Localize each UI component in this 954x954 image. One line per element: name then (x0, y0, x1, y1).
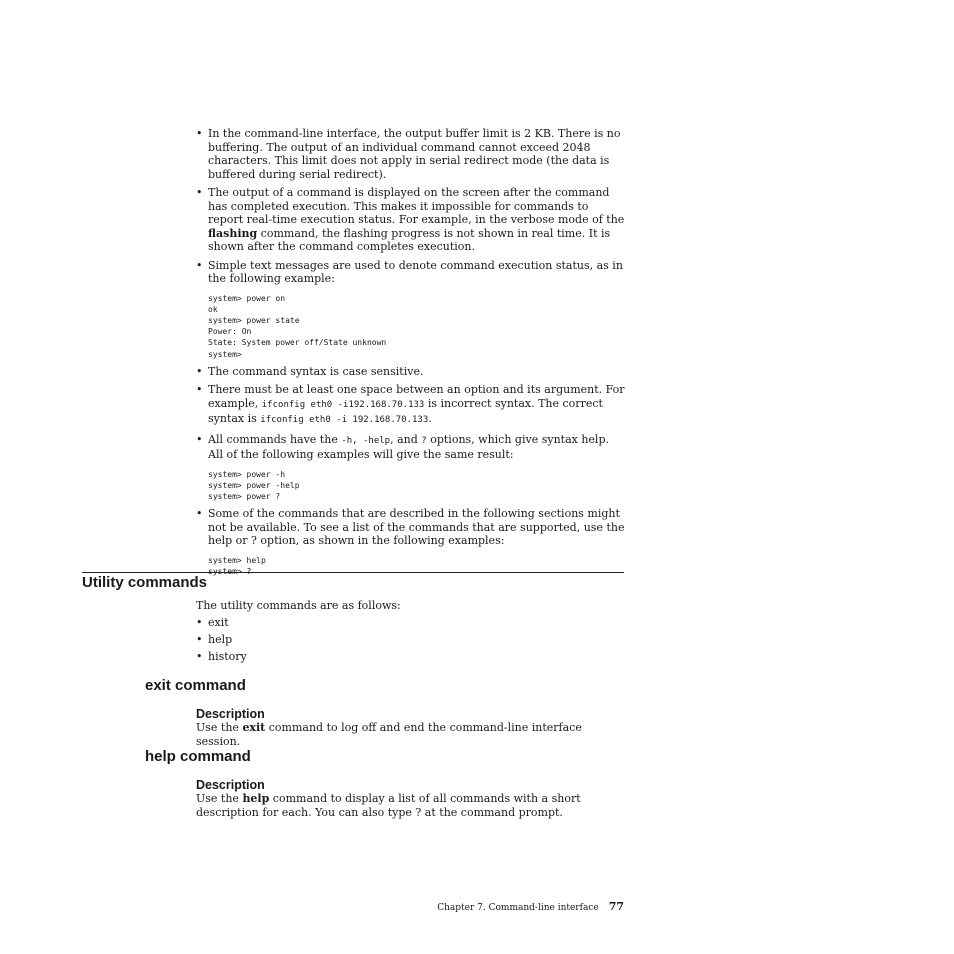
page-number: 77 (608, 900, 624, 913)
list-item (196, 365, 626, 379)
exit-description (196, 721, 626, 748)
list-item (196, 259, 626, 360)
code-line: system> power -help (208, 480, 300, 490)
inline-code: ifconfig eth0 -i 192.168.70.133 (260, 415, 429, 426)
bullet-text: In the command-line interface, the output buffer limit is 2 KB. There is no buffering. The output of an individual command cannot exceed 2048 characters. This limit does not apply in serial redirect mode (the data is buffered during serial redirect). (208, 127, 621, 181)
chapter-title: Chapter 7. Command-line interface (437, 903, 599, 913)
notes-bullet-list (196, 127, 626, 582)
code-line: system> power state (208, 315, 300, 325)
code-line: State: System power off/State unknown (208, 338, 387, 348)
bullet-icon: • (196, 632, 203, 646)
utility-commands-section (196, 599, 626, 667)
code-example (208, 555, 626, 577)
code-example (208, 293, 626, 360)
list-item: • help (196, 632, 233, 646)
page-footer (437, 900, 624, 915)
list-item: • exit (196, 615, 229, 629)
bullet-icon: • (196, 432, 203, 446)
utility-command-list (196, 616, 626, 664)
command-name: help (242, 792, 270, 805)
list-item (196, 383, 626, 428)
bullet-icon: • (196, 127, 203, 140)
utility-intro: The utility commands are as follows: (196, 599, 401, 612)
bullet-icon: • (196, 383, 203, 397)
code-line: system> ? (208, 567, 252, 577)
bullet-icon: • (196, 649, 203, 663)
inline-code: -h, -help (341, 435, 391, 446)
code-line: system> power ? (208, 492, 281, 502)
list-item (196, 127, 626, 181)
command-name: exit (242, 721, 266, 734)
code-line: system> power -h (208, 469, 286, 479)
inline-code: ifconfig eth0 -i192.168.70.133 (261, 399, 425, 410)
heading-help-command: help command (145, 748, 251, 765)
bullet-icon: • (196, 507, 203, 521)
section-heading-utility-commands: Utility commands (82, 574, 208, 591)
code-example (208, 469, 626, 503)
list-item: • history (196, 649, 247, 663)
description-text: Use the exit command to log off and end the command-line interface session. (196, 721, 582, 748)
bullet-text: There must be at least one space between an option and its argument. For example, ifconfig eth0 -i192.168.70.133 is incorrect syntax. The correct syntax is ifconfig eth0 -i 192.168.70.133. (208, 383, 625, 426)
command-name: flashing (208, 226, 258, 240)
heading-exit-command: exit command (145, 677, 246, 694)
list-item (196, 186, 626, 254)
code-line: system> (208, 349, 242, 359)
bullet-text: The output of a command is displayed on the screen after the command has completed execution. This makes it impossible for commands to report real-time execution status. For example, in the verbose mode of the flashing command, the flashing progress is not shown in real time. It is shown after the command completes execution. (208, 186, 625, 253)
bullet-icon: • (196, 364, 203, 378)
code-line: system> help (208, 555, 266, 565)
bullet-text: Simple text messages are used to denote command execution status, as in the following example: (208, 258, 623, 285)
inline-code: ? (421, 435, 427, 446)
bullet-icon: • (196, 615, 203, 629)
list-item (196, 433, 626, 503)
bullet-text: All commands have the -h, -help, and ? options, which give syntax help. All of the following examples will give the same result: (208, 432, 609, 462)
bullet-icon: • (196, 258, 203, 272)
bullet-text: The command syntax is case sensitive. (208, 364, 424, 378)
code-line: Power: On (208, 327, 252, 337)
help-description (196, 792, 626, 819)
bullet-icon: • (196, 186, 203, 199)
description-text: Use the help command to display a list of all commands with a short description for each. You can also type ? at the command prompt. (196, 792, 581, 819)
bullet-text: Some of the commands that are described in the following sections might not be available. To see a list of the commands that are supported, use the help or ? option, as shown in the following examples: (208, 507, 625, 548)
code-line: ok (208, 304, 218, 314)
list-item (196, 507, 626, 577)
code-line: system> power on (208, 293, 286, 303)
subheading-description: Description (196, 707, 265, 721)
subheading-description: Description (196, 778, 265, 792)
